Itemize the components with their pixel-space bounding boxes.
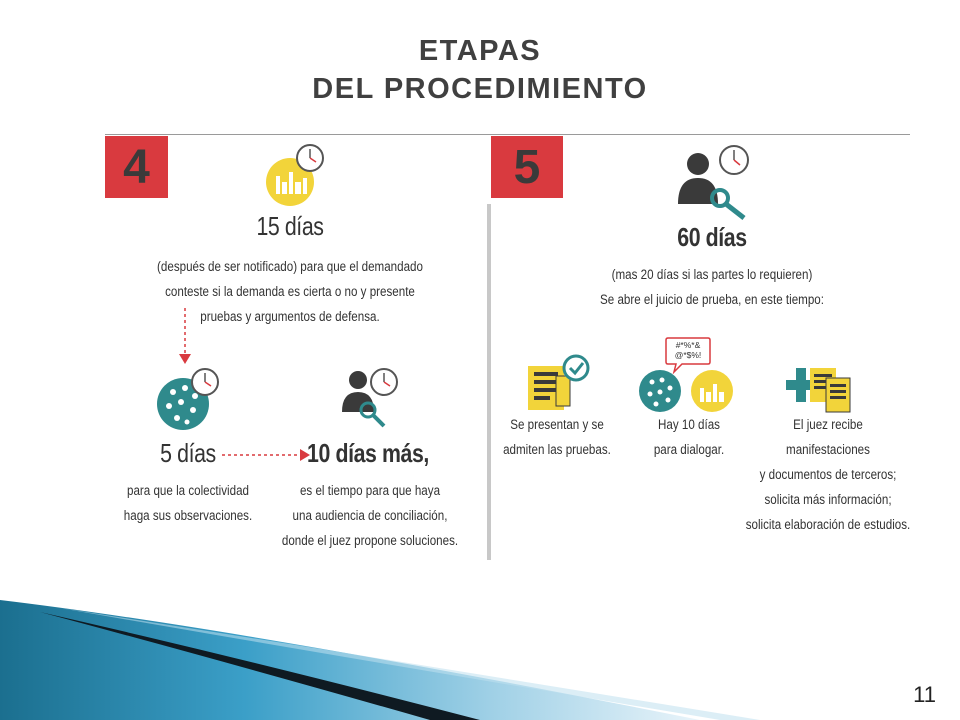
speech-bubble-line: @*$%! <box>674 350 702 360</box>
stage4-number-box <box>105 136 168 198</box>
stage4-sub1-desc-line: para que la colectividad <box>127 483 249 498</box>
stage5-main-desc-line: (mas 20 días si las partes lo requieren) <box>611 267 813 282</box>
stage4-sub2-desc <box>277 478 463 553</box>
judge-clock-icon <box>340 366 400 434</box>
stage4-sub1-desc <box>111 478 266 528</box>
slide-title-line2: DEL PROCEDIMIENTO <box>312 73 648 105</box>
stage4-sub2-desc-line: una audiencia de conciliación, <box>292 508 448 523</box>
stage-separator <box>487 204 491 560</box>
stage5-item1-desc <box>493 412 622 462</box>
judge-clock-icon <box>676 142 756 222</box>
stage4-sub1-days: 5 días <box>160 438 216 468</box>
stage4-sub2-days: 10 días más, <box>307 438 429 468</box>
stage5-item1-desc-line: Se presentan y se <box>510 417 604 432</box>
stage5-main-desc <box>583 262 841 312</box>
stage5-item3-desc-line: solicita elaboración de estudios. <box>745 517 911 532</box>
stage5-item3-desc-line: manifestaciones <box>786 442 870 457</box>
stage5-main-days: 60 días <box>677 222 747 252</box>
stage5-number: 5 <box>513 140 541 194</box>
community-factory-icon <box>638 368 738 414</box>
footer-swoosh-graphic <box>0 600 960 720</box>
slide-title-line1: ETAPAS <box>418 35 542 67</box>
stage5-item3-desc <box>725 412 931 537</box>
stage4-sub2-desc-line: donde el juez propone soluciones. <box>281 533 459 548</box>
down-arrow-icon <box>178 308 192 366</box>
stage4-main-desc-line: pruebas y argumentos de defensa. <box>200 309 380 324</box>
stage5-item1-desc-line: admiten las pruebas. <box>503 442 611 457</box>
stage5-main-desc-line: Se abre el juicio de prueba, en este tiempo: <box>600 292 824 307</box>
stage5-item2-desc-line: Hay 10 días <box>658 417 720 432</box>
stage5-item3-desc-line: y documentos de terceros; <box>759 467 897 482</box>
community-clock-icon <box>155 366 221 432</box>
stage4-sub1-desc-line: haga sus observaciones. <box>123 508 253 523</box>
stage5-item3-desc-line: El juez recibe <box>793 417 863 432</box>
document-check-icon <box>526 354 592 412</box>
stage5-item2-desc-line: para dialogar. <box>653 442 725 457</box>
medical-documents-icon <box>786 366 852 416</box>
stage4-main-days: 15 días <box>256 211 324 241</box>
stage4-sub2-desc-line: es el tiempo para que haya <box>299 483 441 498</box>
stage4-number: 4 <box>123 140 150 194</box>
speech-bubble-text <box>666 340 710 360</box>
stage5-number-box <box>491 136 563 198</box>
stage5-item3-desc-line: solicita más información; <box>764 492 892 507</box>
factory-clock-icon <box>262 142 326 212</box>
slide-number: 11 <box>913 682 936 707</box>
stage4-main-desc-line: conteste si la demanda es cierta o no y presente <box>165 284 415 299</box>
top-divider <box>105 134 910 135</box>
speech-bubble-line: #*%*& <box>675 340 701 350</box>
stage4-main-desc-line: (después de ser notificado) para que el demandado <box>157 259 423 274</box>
